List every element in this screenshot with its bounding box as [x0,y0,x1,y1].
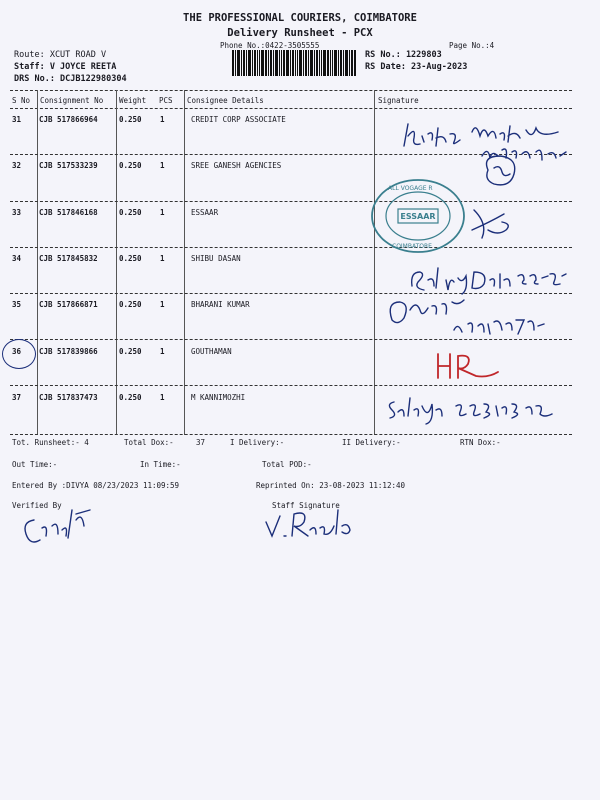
row-consignee: M KANNIMOZHI [191,393,246,402]
row-sno: 33 [12,208,22,217]
signature-row-37 [384,392,556,426]
row-pcs: 1 [160,254,165,263]
rs-date: RS Date: 23-Aug-2023 [365,62,468,72]
in-time: In Time:- [140,460,181,469]
row-consignee: CREDIT CORP ASSOCIATE [191,115,286,124]
row-separator [10,385,572,386]
row-consignee: SHIBU DASAN [191,254,241,263]
drs-number: DRS No.: DCJB122980304 [14,74,127,84]
row-sno: 36 [12,347,22,356]
column-divider [116,90,117,435]
phone-number: Phone No.:0422-3505555 [220,41,320,50]
company-name: THE PROFESSIONAL COURIERS, COIMBATORE [183,12,417,24]
row-weight: 0.250 [119,161,142,170]
column-divider [37,90,38,435]
signature-row-32 [478,150,524,192]
row-weight: 0.250 [119,208,142,217]
column-header-consignment: Consignment No [40,96,104,105]
entered-by: Entered By :DIVYA 08/23/2023 11:09:59 [12,481,180,490]
row-weight: 0.250 [119,254,142,263]
staff-signature-label: Staff Signature [272,501,340,510]
column-divider [374,90,375,435]
row-sno: 37 [12,393,22,402]
row-consignee: SREE GANESH AGENCIES [191,161,282,170]
table-bottom-rule [10,434,572,435]
row-consignment: CJB 517866871 [39,300,98,309]
row-weight: 0.250 [119,115,142,124]
reprinted-on: Reprinted On: 23-08-2023 11:12:40 [256,481,406,490]
row-consignment: CJB 517839866 [39,347,98,356]
column-header-consignee: Consignee Details [187,96,264,105]
column-header-weight: Weight [119,96,147,105]
i-delivery: I Delivery:- [230,438,285,447]
route: Route: XCUT ROAD V [14,50,107,60]
stamp-center-text: ESSAAR [400,212,436,221]
total-dox-label: Total Dox:- [124,438,174,447]
row-pcs: 1 [160,300,165,309]
barcode-image [232,50,356,76]
column-divider [184,90,185,435]
row-consignment: CJB 517533239 [39,161,98,170]
verified-by-label: Verified By [12,501,62,510]
row-consignee: ESSAAR [191,208,219,217]
staff-signature [258,496,358,546]
row-weight: 0.250 [119,393,142,402]
signature-row-36 [432,348,502,382]
signature-row-35 [384,286,554,342]
out-time: Out Time:- [12,460,58,469]
row-weight: 0.250 [119,300,142,309]
column-header-signature: Signature [378,96,419,105]
table-top-rule [10,90,572,91]
row-consignment: CJB 517845832 [39,254,98,263]
row-sno: 35 [12,300,22,309]
verified-by-signature [18,500,98,552]
row-consignment: CJB 517846168 [39,208,98,217]
table-header-rule [10,108,572,109]
svg-text:ALL VOGAGE R: ALL VOGAGE R [388,185,433,192]
total-dox-value: 37 [196,438,206,447]
row-separator [10,247,572,248]
row-pcs: 1 [160,393,165,402]
document-title: Delivery Runsheet - PCX [227,27,373,39]
row-pcs: 1 [160,115,165,124]
row-sno: 34 [12,254,22,263]
row-consignment: CJB 517866964 [39,115,98,124]
row-sno: 31 [12,115,22,124]
page-number: Page No.:4 [449,41,495,50]
row-consignee: BHARANI KUMAR [191,300,250,309]
staff: Staff: V JOYCE REETA [14,62,117,72]
row-pcs: 1 [160,347,165,356]
column-header-pcs: PCS [159,96,173,105]
signature-row-33 [468,200,518,246]
row-sno: 32 [12,161,22,170]
row-consignment: CJB 517837473 [39,393,98,402]
row-weight: 0.250 [119,347,142,356]
column-header-sno: S No [12,96,31,105]
row-pcs: 1 [160,208,165,217]
rs-number: RS No.: 1229803 [365,50,442,60]
total-runsheet: Tot. Runsheet:- 4 [12,438,89,447]
rtn-dox: RTN Dox:- [460,438,501,447]
row-pcs: 1 [160,161,165,170]
svg-text:COIMBATORE: COIMBATORE [392,243,432,250]
total-pod: Total POD:- [262,460,312,469]
row-consignee: GOUTHAMAN [191,347,232,356]
ii-delivery: II Delivery:- [342,438,401,447]
